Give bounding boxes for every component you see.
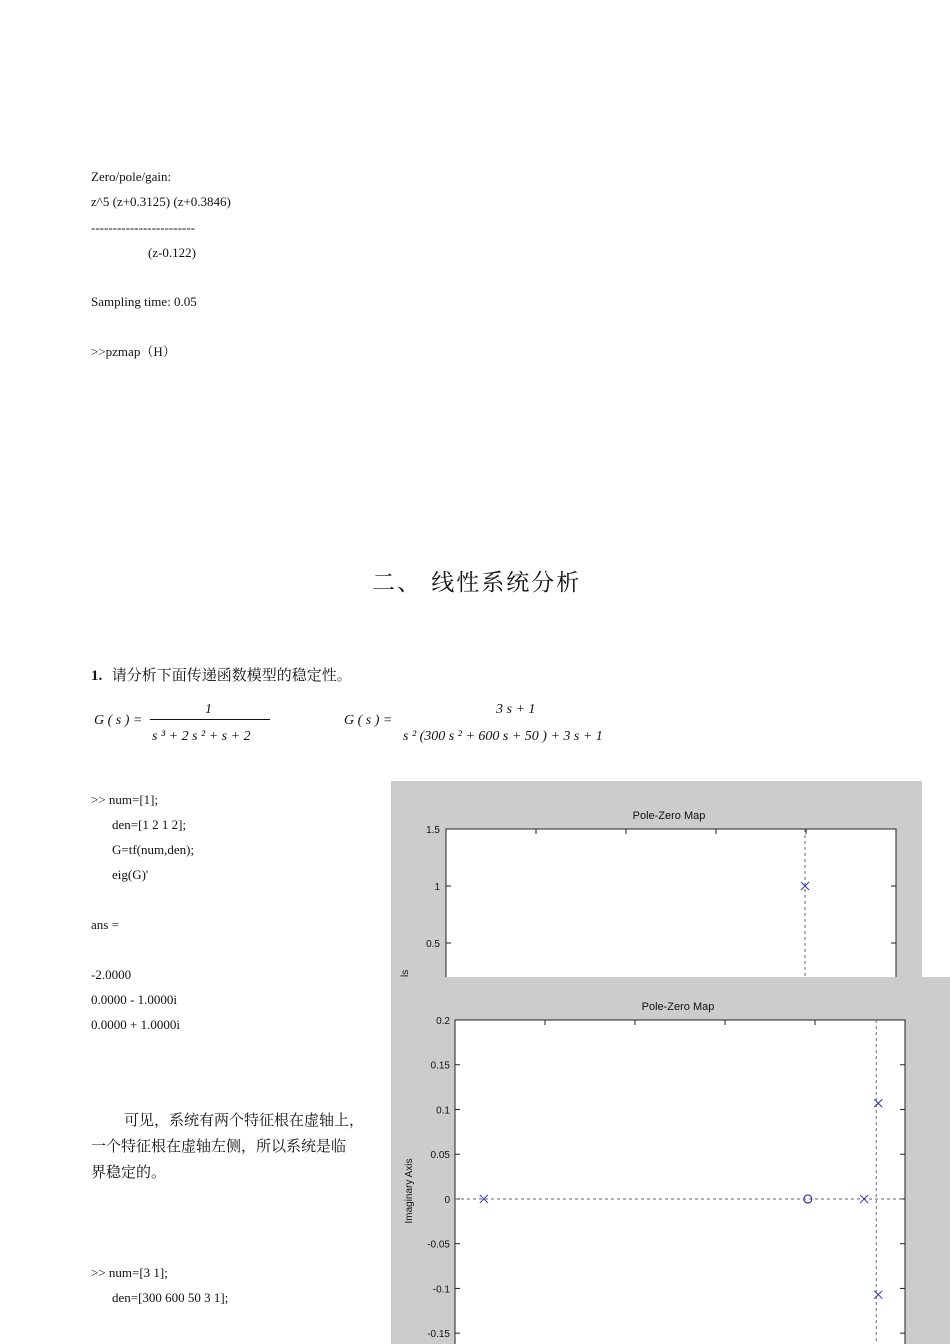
code-line: eig(G)' <box>112 867 149 882</box>
y-tick-label: 1 <box>434 882 440 893</box>
plot-title: Pole-Zero Map <box>632 810 706 822</box>
y-tick-label: 0.15 <box>430 1060 450 1072</box>
code-line: 0.0000 - 1.0000i <box>91 992 177 1007</box>
code-line: den=[1 2 1 2]; <box>112 817 187 832</box>
y-tick-label: 0.1 <box>436 1105 450 1117</box>
y-axis-label: ls <box>400 969 411 977</box>
formula-1-numerator: 1 <box>205 702 212 717</box>
pole-zero-figure-1 <box>391 781 922 981</box>
question-number: 1. <box>91 668 103 684</box>
pole-zero-plot-2 <box>391 977 950 1344</box>
code-line: -2.0000 <box>91 967 132 982</box>
code-line: >> num=[3 1]; <box>91 1265 168 1280</box>
formula-2-lhs: G ( s ) = <box>344 713 393 728</box>
y-tick-label: -0.1 <box>432 1284 450 1296</box>
formula-1-denominator: s ³ + 2 s ² + s + 2 <box>152 729 251 744</box>
conclusion-line: 一个特征根在虚轴左侧，所以系统是临 <box>91 1137 347 1155</box>
code-line: ------------------------ <box>91 220 195 235</box>
section-heading: 二、 线性系统分析 <box>372 570 582 596</box>
y-tick-label: -0.05 <box>427 1239 450 1251</box>
y-tick-label: 0 <box>444 1194 450 1206</box>
question-text: 请分析下面传递函数模型的稳定性。 <box>111 666 352 684</box>
conclusion-paragraph <box>91 1107 364 1185</box>
code-line: (z-0.122) <box>148 245 197 260</box>
question <box>91 664 352 685</box>
code-line: Sampling time: 0.05 <box>91 294 197 309</box>
code-line: z^5 (z+0.3125) (z+0.3846) <box>91 194 231 209</box>
y-tick-label: 1.5 <box>426 825 440 836</box>
y-tick-label: 0.5 <box>426 939 440 950</box>
pole-zero-plot-1 <box>391 781 922 981</box>
code-line: ans = <box>91 917 119 932</box>
code-line: >>pzmap（H） <box>91 344 176 359</box>
y-axis-label: Imaginary Axis <box>404 1158 415 1224</box>
y-tick-label: 0.05 <box>430 1150 450 1162</box>
pole-zero-figure-2 <box>391 977 950 1344</box>
code-line: den=[300 600 50 3 1]; <box>112 1290 229 1305</box>
y-tick-label: 0.2 <box>436 1016 450 1027</box>
code-line: Zero/pole/gain: <box>91 169 172 184</box>
formula-2-numerator: 3 s + 1 <box>496 702 536 717</box>
formula-1-lhs: G ( s ) = <box>94 713 143 728</box>
conclusion-line: 可见，系统有两个特征根在虚轴上， <box>124 1111 365 1129</box>
plot-area <box>455 1020 905 1344</box>
conclusion-line: 界稳定的。 <box>91 1163 167 1181</box>
code-line: >> num=[1]; <box>91 792 159 807</box>
code-line: 0.0000 + 1.0000i <box>91 1017 180 1032</box>
formula-2-denominator: s ² (300 s ² + 600 s + 50 ) + 3 s + 1 <box>403 729 603 744</box>
code-line: G=tf(num,den); <box>112 842 195 857</box>
formula-1-fraction-bar <box>150 719 270 720</box>
plot-area <box>446 829 896 981</box>
y-tick-label: -0.15 <box>427 1329 450 1341</box>
plot-title: Pole-Zero Map <box>641 1001 715 1013</box>
